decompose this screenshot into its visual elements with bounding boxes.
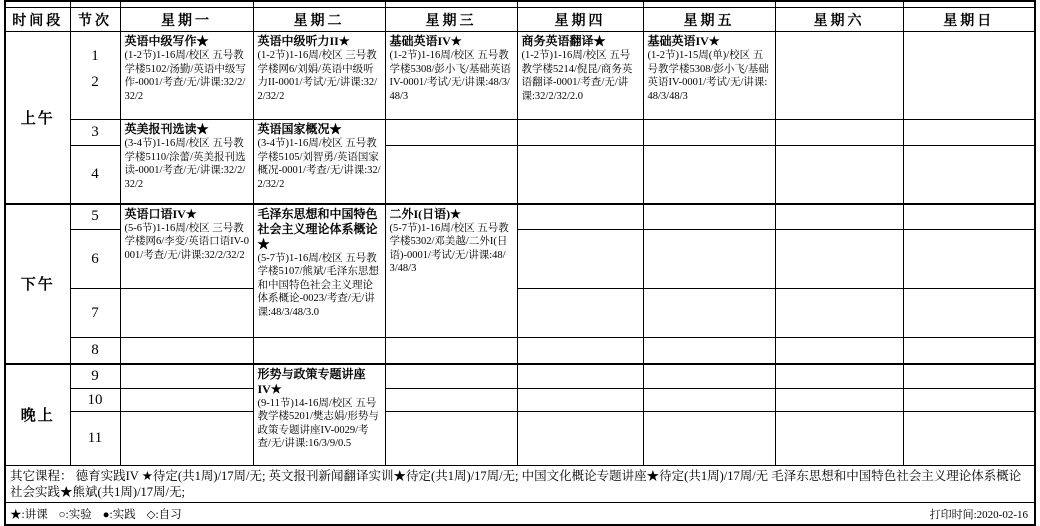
course-title: 商务英语翻译★ <box>521 34 606 48</box>
empty-cell-wed-8 <box>385 338 517 364</box>
course-title: 英语中级写作★ <box>124 34 209 48</box>
course-title: 二外I(日语)★ <box>389 206 461 221</box>
course-title: 英语口语IV★ <box>124 206 197 221</box>
empty-cell-sun-9 <box>903 364 1035 389</box>
period-5: 5 <box>70 204 120 230</box>
empty-cell-sun-11 <box>903 412 1035 466</box>
course-title: 基础英语IV★ <box>647 34 720 48</box>
period-label-2: 2 <box>91 74 99 91</box>
course-title: 毛泽东思想和中国特色社会主义理论体系概论★ <box>257 206 378 251</box>
period-3: 3 <box>70 120 120 146</box>
course-detail: (1-2节)1-16周/校区 五号教学楼5102/汤勤/英语中级写作-0001/考查/无/讲课:32/2/32/2 <box>124 50 246 102</box>
empty-cell-sat-3 <box>775 120 903 146</box>
legend-item-practice: ●:实践 <box>102 509 136 521</box>
course-title: 英美报刊选读★ <box>124 122 209 136</box>
empty-cell-fri-7 <box>643 289 775 338</box>
empty-cell-fri-8 <box>643 338 775 364</box>
course-wed-5-7 <box>385 204 517 338</box>
empty-cell-sun-1-2 <box>903 32 1035 120</box>
empty-cell-thu-11 <box>517 412 643 466</box>
section-morning: 上午 <box>5 32 70 204</box>
col-header-period: 节次 <box>70 8 120 32</box>
empty-cell-wed-4 <box>385 146 517 204</box>
period-7: 7 <box>70 289 120 338</box>
print-time: 打印时间:2020-02-16 <box>929 509 1028 521</box>
empty-cell-sat-10 <box>775 389 903 412</box>
period-8: 8 <box>70 338 120 364</box>
empty-cell-sun-7 <box>903 289 1035 338</box>
period-9: 9 <box>70 364 120 389</box>
col-header-time-section: 时间段 <box>5 8 70 32</box>
empty-cell-fri-3 <box>643 120 775 146</box>
col-header-tuesday: 星期二 <box>253 8 385 32</box>
empty-cell-sun-5 <box>903 204 1035 230</box>
course-tue-3-4 <box>253 120 385 204</box>
period-6: 6 <box>70 230 120 289</box>
empty-cell-sun-3 <box>903 120 1035 146</box>
course-detail: (1-2节)1-16周/校区 五号教学楼5308/彭小飞/基础英语IV-0001/考试/无/讲课:48/3/48/3 <box>389 50 511 102</box>
empty-cell-wed-11 <box>385 412 517 466</box>
col-header-sunday: 星期日 <box>903 8 1035 32</box>
course-title: 英语中级听力II★ <box>257 34 350 48</box>
course-detail: (3-4节)1-16周/校区 五号教学楼5105/刘智勇/英语国家概况-0001/考查/无/讲课:32/2/32/2 <box>257 138 381 190</box>
col-header-monday: 星期一 <box>120 8 253 32</box>
course-detail: (5-6节)1-16周/校区 三号教学楼网6/李变/英语口语IV-0001/考查/无/讲课:32/2/32/2 <box>124 222 249 261</box>
period-11: 11 <box>70 412 120 466</box>
empty-cell-fri-9 <box>643 364 775 389</box>
empty-cell-mon-10 <box>120 389 253 412</box>
period-1-2 <box>70 32 120 120</box>
empty-cell-thu-6 <box>517 230 643 289</box>
course-detail: (1-2节)1-16周/校区 三号教学楼网6/刘娟/英语中级听力II-0001/考试/无/讲课:32/2/32/2 <box>257 50 378 102</box>
empty-cell-mon-8 <box>120 338 253 364</box>
course-tue-5-7 <box>253 204 385 338</box>
course-detail: (9-11节)14-16周/校区 五号教学楼5201/樊志娟/形势与政策专题讲座IV-0029/考查/无/讲课:16/3/9/0.5 <box>257 397 379 449</box>
empty-cell-fri-4 <box>643 146 775 204</box>
course-title: 基础英语IV★ <box>389 34 462 48</box>
col-header-thursday: 星期四 <box>517 8 643 32</box>
empty-cell-thu-10 <box>517 389 643 412</box>
empty-cell-sat-8 <box>775 338 903 364</box>
empty-cell-thu-9 <box>517 364 643 389</box>
course-tue-9-11 <box>253 364 385 466</box>
empty-cell-sat-4 <box>775 146 903 204</box>
legend-item-selfstudy: ◇:自习 <box>146 509 182 521</box>
course-mon-5-6 <box>120 204 253 289</box>
course-detail: (1-2节)1-16周/校区 五号教学楼5214/倪昆/商务英语翻译-0001/考查/无/讲课:32/2/32/2.0 <box>521 50 633 102</box>
empty-cell-sun-6 <box>903 230 1035 289</box>
empty-cell-sat-9 <box>775 364 903 389</box>
course-wed-1-2 <box>385 32 517 120</box>
timetable-sheet <box>4 0 1034 526</box>
footer-row <box>5 503 1035 526</box>
empty-cell-wed-3 <box>385 120 517 146</box>
empty-cell-sun-4 <box>903 146 1035 204</box>
course-mon-1-2 <box>120 32 253 120</box>
empty-cell-fri-11 <box>643 412 775 466</box>
col-header-saturday: 星期六 <box>775 8 903 32</box>
course-tue-1-2 <box>253 32 385 120</box>
section-evening: 晚上 <box>5 364 70 466</box>
other-courses-note: 其它课程： 德育实践IV ★待定(共1周)/17周/无; 英文报刊新闻翻译实训★待定(共1周)/17周/无; 中国文化概论专题讲座★待定(共1周)/17周/无 毛泽东思想和中国特色社会主义理论体系概论社会实践★熊斌(共1周)/17周/无; <box>5 466 1035 503</box>
col-header-friday: 星期五 <box>643 8 775 32</box>
empty-cell-thu-4 <box>517 146 643 204</box>
empty-cell-mon-11 <box>120 412 253 466</box>
empty-cell-sun-10 <box>903 389 1035 412</box>
empty-cell-wed-10 <box>385 389 517 412</box>
course-detail: (3-4节)1-16周/校区 五号教学楼5110/涂蕾/英美报刊选读-0001/考查/无/讲课:32/2/32/2 <box>124 138 246 190</box>
empty-cell-thu-7 <box>517 289 643 338</box>
legend-item-lecture: ★:讲课 <box>10 509 48 521</box>
col-header-wednesday: 星期三 <box>385 8 517 32</box>
legend-item-experiment: ○:实验 <box>58 509 92 521</box>
empty-cell-thu-3 <box>517 120 643 146</box>
course-mon-3-4 <box>120 120 253 204</box>
section-afternoon: 下午 <box>5 204 70 364</box>
period-label-1: 1 <box>91 47 99 64</box>
empty-cell-mon-9 <box>120 364 253 389</box>
course-detail: (1-2节)1-15周(单)/校区 五号教学楼5308/彭小飞/基础英语IV-0001/考试/无/讲课:48/3/48/3 <box>647 50 769 102</box>
course-title: 英语国家概况★ <box>257 122 342 136</box>
course-fri-1-2 <box>643 32 775 120</box>
timetable <box>4 0 1036 526</box>
empty-cell-sat-11 <box>775 412 903 466</box>
empty-cell-fri-10 <box>643 389 775 412</box>
empty-cell-sat-6 <box>775 230 903 289</box>
empty-cell-thu-5 <box>517 204 643 230</box>
course-thu-1-2 <box>517 32 643 120</box>
empty-cell-mon-7 <box>120 289 253 338</box>
header-row <box>5 8 1035 32</box>
empty-cell-tue-8 <box>253 338 385 364</box>
legend <box>10 506 190 522</box>
period-4: 4 <box>70 146 120 204</box>
empty-cell-sat-1-2 <box>775 32 903 120</box>
course-title: 形势与政策专题讲座IV★ <box>257 366 366 396</box>
period-10: 10 <box>70 389 120 412</box>
empty-cell-fri-6 <box>643 230 775 289</box>
empty-cell-sat-7 <box>775 289 903 338</box>
empty-cell-thu-8 <box>517 338 643 364</box>
empty-cell-sun-8 <box>903 338 1035 364</box>
empty-cell-sat-5 <box>775 204 903 230</box>
course-detail: (5-7节)1-16周/校区 五号教学楼5107/熊斌/毛泽东思想和中国特色社会主义理论体系概论-0023/考查/无/讲课:48/3/48/3.0 <box>257 252 379 318</box>
course-detail: (5-7节)1-16周/校区 五号教学楼5302/邓美越/二外I(日语)-0001/考试/无/讲课:48/3/48/3 <box>389 222 509 274</box>
empty-cell-fri-5 <box>643 204 775 230</box>
empty-cell-wed-9 <box>385 364 517 389</box>
